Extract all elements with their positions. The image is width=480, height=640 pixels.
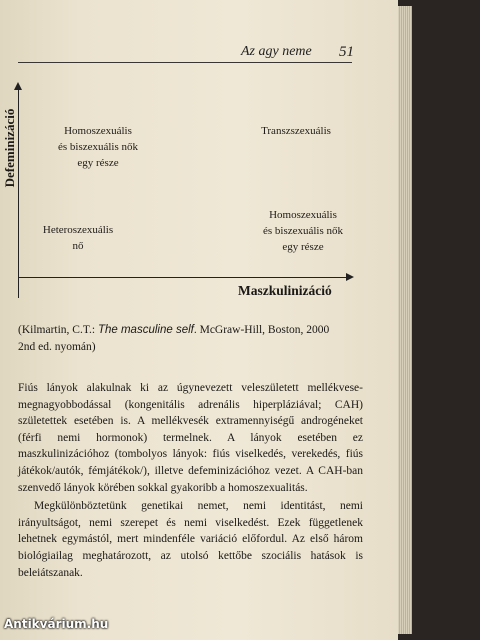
- x-axis-arrow-icon: [346, 273, 354, 281]
- paragraph-1: Fiús lányok alakulnak ki az úgynevezett veleszületett mellékvese-megnagyobbodással (kongenitális adrenális hiperpláziával; CAH) születettek esetében is. A mellékvesék extramennyiségű androgéneket (férfi nemi hormonok) termelnek. A lányok esetében ez maszkulinizációhoz (tombolyos lányok: fiús viselkedés, verekedés, fiús játékok/autók, fémjátékok/), illetve defeminizációhoz vezet. A CAH-ban szenvedő lányok körében sokkal gyakoribb a homoszexualitás.: [18, 382, 363, 494]
- quadrant-line: Transzszexuális: [261, 125, 331, 137]
- chapter-title: Az agy neme: [241, 44, 312, 59]
- header-rule: [18, 62, 352, 63]
- quadrant-line: és biszexuális nők: [262, 225, 344, 237]
- quadrant-line: és biszexuális nők: [57, 141, 139, 153]
- y-axis-label: Defeminizáció: [2, 108, 17, 188]
- citation-prefix: (Kilmartin, C.T.:: [18, 324, 98, 336]
- quadrant-line: Homoszexuális: [269, 209, 337, 221]
- quadrant-top-left: [28, 123, 168, 171]
- x-axis-label: Maszkulinizáció: [238, 283, 332, 298]
- paragraph-2: Megkülönböztetünk genetikai nemet, nemi identitást, nemi irányultságot, nemi szerepet és nemi viselkedést. Ezek függetlenek lehetnek egymástól, mert mindenféle variáció előfordul. Az első három biológiailag meghatározott, az utolsó kettőbe szociális hatások is beleiátszanak.: [18, 500, 363, 579]
- page-number: 51: [339, 44, 354, 60]
- quadrant-line: egy része: [282, 241, 324, 253]
- quadrant-bottom-left: [28, 222, 128, 254]
- citation-suffix: . McGraw-Hill, Boston, 2000: [193, 324, 330, 336]
- citation-line-2: 2nd ed. nyomán): [18, 341, 96, 353]
- quadrant-bottom-right: [238, 207, 368, 255]
- figure-citation: [18, 322, 363, 356]
- citation-book-title: The masculine self: [97, 324, 194, 336]
- body-text: [18, 380, 363, 581]
- watermark: Antikvárium.hu: [4, 617, 109, 631]
- y-axis: [18, 86, 19, 298]
- quadrant-line: Homoszexuális: [64, 125, 132, 137]
- quadrant-top-right: [236, 123, 356, 139]
- x-axis: [18, 277, 348, 278]
- quadrant-line: nő: [72, 240, 84, 252]
- quadrant-line: egy része: [77, 157, 119, 169]
- quadrant-line: Heteroszexuális: [42, 224, 114, 236]
